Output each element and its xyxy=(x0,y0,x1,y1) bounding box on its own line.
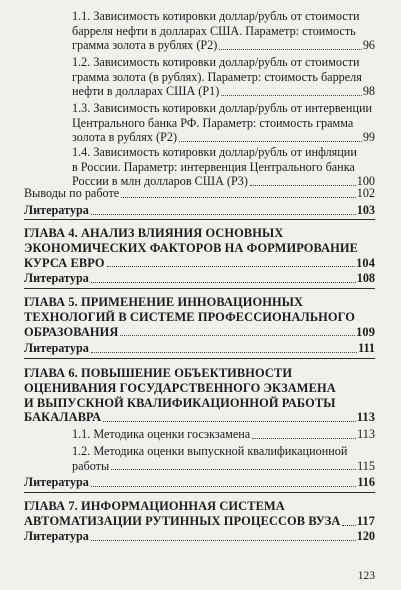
toc-page-number: 102 xyxy=(356,186,375,200)
toc-line: работы xyxy=(72,458,110,473)
divider xyxy=(24,288,375,289)
toc-entry-1-4 xyxy=(72,145,375,189)
toc-page-number: 96 xyxy=(362,38,375,52)
dot-leader xyxy=(219,49,362,50)
divider xyxy=(24,219,375,220)
toc-line: грамма золота (в рублях). Параметр: стоимость барреля xyxy=(72,69,362,84)
toc-line: Литература xyxy=(24,475,89,489)
toc-entry-literature xyxy=(24,475,375,490)
toc-page-number: 103 xyxy=(356,203,375,217)
toc-line: Литература xyxy=(24,203,89,217)
toc-line: ЭКОНОМИЧЕСКИХ ФАКТОРОВ НА ФОРМИРОВАНИЕ xyxy=(24,240,359,255)
toc-entry-literature xyxy=(24,529,375,544)
toc-page-number: 113 xyxy=(356,410,375,425)
toc-page-number: 100 xyxy=(356,174,375,188)
toc-line: 1.2. Методика оценки выпускной квалификационной xyxy=(72,444,348,458)
toc-page-number: 113 xyxy=(357,427,375,441)
toc-line: ГЛАВА 5. ПРИМЕНЕНИЕ ИННОВАЦИОННЫХ xyxy=(24,295,304,309)
dot-leader xyxy=(103,421,356,422)
toc-entry-1-3 xyxy=(72,101,375,145)
toc-line: 1.1. Зависимость котировки доллар/рубль от стоимости xyxy=(72,9,360,23)
toc-page-number: 98 xyxy=(362,84,375,98)
toc-line: в России. Параметр: интервенция Центрального банка xyxy=(72,159,355,174)
toc-entry-1-1 xyxy=(72,9,375,53)
toc-line: 1.1. Методика оценки госэкзамена xyxy=(72,427,251,441)
toc-line: Центрального банка РФ. Параметр: стоимость грамма xyxy=(72,115,354,130)
toc-line: грамма золота в рублях (P2) xyxy=(72,38,218,52)
toc-page-number: 111 xyxy=(358,341,375,355)
dot-leader xyxy=(111,469,356,470)
toc-chapter-4 xyxy=(24,226,375,270)
dot-leader xyxy=(91,486,357,487)
toc-entry-literature xyxy=(24,271,375,286)
toc-page-number: 109 xyxy=(356,324,375,339)
toc-page-number: 99 xyxy=(362,130,375,144)
toc-line: Литература xyxy=(24,271,89,285)
toc-line: И ВЫПУСКНОЙ КВАЛИФИКАЦИОННОЙ РАБОТЫ xyxy=(24,395,336,410)
toc-page-number: 120 xyxy=(356,529,375,543)
toc-chapter-5 xyxy=(24,295,375,339)
divider xyxy=(24,492,375,493)
toc-page-number: 115 xyxy=(357,458,375,473)
dot-leader xyxy=(342,525,355,526)
toc-line: ОЦЕНИВАНИЯ ГОСУДАРСТВЕННОГО ЭКЗАМЕНА xyxy=(24,380,336,395)
toc-entry-conclusions xyxy=(24,186,375,201)
toc-line: ГЛАВА 4. АНАЛИЗ ВЛИЯНИЯ ОСНОВНЫХ xyxy=(24,226,284,240)
dot-leader xyxy=(91,282,356,283)
toc-entry-literature xyxy=(24,203,375,218)
toc-line: барреля нефти в долларах США. Параметр: стоимость xyxy=(72,23,356,38)
toc-line: Литература xyxy=(24,341,89,355)
toc-entry-1-2 xyxy=(72,55,375,99)
toc-page-number: 104 xyxy=(356,255,375,270)
toc-line: ГЛАВА 7. ИНФОРМАЦИОННАЯ СИСТЕМА xyxy=(24,499,285,513)
toc-line: 1.2. Зависимость котировки доллар/рубль от стоимости xyxy=(72,55,360,69)
toc-line: 1.3. Зависимость котировки доллар/рубль от интервенции xyxy=(72,101,373,115)
dot-leader xyxy=(91,214,356,215)
toc-chapter-6 xyxy=(24,366,375,425)
dot-leader xyxy=(91,352,357,353)
toc-page-number: 108 xyxy=(356,271,375,285)
toc-line: АВТОМАТИЗАЦИИ РУТИННЫХ ПРОЦЕССОВ ВУЗА xyxy=(24,513,341,528)
toc-line: Выводы по работе xyxy=(24,186,120,200)
dot-leader xyxy=(221,95,362,96)
divider xyxy=(24,358,375,359)
page-number: 123 xyxy=(357,570,375,582)
toc-line: БАКАЛАВРА xyxy=(24,410,102,425)
toc-line: КУРСА ЕВРО xyxy=(24,255,105,270)
toc-line: ГЛАВА 6. ПОВЫШЕНИЕ ОБЪЕКТИВНОСТИ xyxy=(24,366,293,380)
toc-entry-6-2 xyxy=(72,444,375,473)
toc-line: Литература xyxy=(24,529,89,543)
dot-leader xyxy=(252,438,356,439)
dot-leader xyxy=(121,197,356,198)
toc-entry-literature xyxy=(24,341,375,356)
toc-chapter-7 xyxy=(24,499,375,529)
toc-line: нефти в долларах США (P1) xyxy=(72,84,220,98)
dot-leader xyxy=(107,266,356,267)
toc-line: ТЕХНОЛОГИЙ В СИСТЕМЕ ПРОФЕССИОНАЛЬНОГО xyxy=(24,309,356,324)
dot-leader xyxy=(91,540,356,541)
dot-leader xyxy=(179,141,362,142)
toc-line: России в млн долларов США (P3) xyxy=(72,174,248,188)
toc-page-number: 116 xyxy=(357,475,375,489)
toc-line: 1.4. Зависимость котировки доллар/рубль от инфляции xyxy=(72,145,357,159)
toc-entry-6-1 xyxy=(72,427,375,442)
toc-line: ОБРАЗОВАНИЯ xyxy=(24,324,119,339)
toc-page-number: 117 xyxy=(356,513,375,528)
dot-leader xyxy=(120,335,355,336)
toc-line: золота в рублях (P2) xyxy=(72,130,178,144)
